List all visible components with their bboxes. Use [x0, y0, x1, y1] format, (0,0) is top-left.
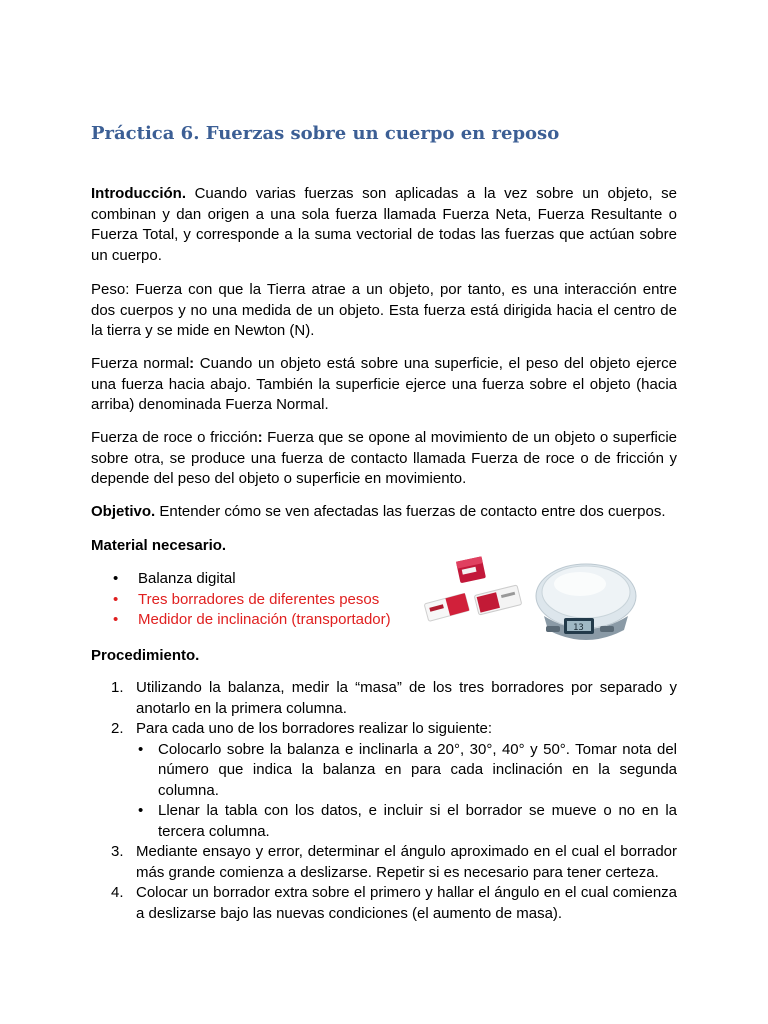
procedimiento-heading-block — [91, 646, 677, 667]
step-text: Mediante ensayo y error, determinar el ángulo aproximado en el cual el borrador más grande comienza a deslizarse. Repetir si es necesario para tener certeza. — [136, 843, 677, 881]
material-list-block — [91, 569, 421, 631]
procedure-list — [91, 678, 677, 924]
material-heading: Material necesario. — [91, 537, 227, 554]
peso-text: Peso: Fuerza con que la Tierra atrae a un objeto, por tanto, es una interacción entre dos cuerpos y no una medida de un objeto. Esta fuerza está dirigida hacia el centro de la tierra y se mide en Newton (N). — [91, 281, 677, 339]
normal-label: Fuerza normal — [91, 355, 190, 372]
procedimiento-heading: Procedimiento. — [91, 647, 200, 664]
list-item: • Medidor de inclinación (transportador) — [91, 610, 421, 631]
objetivo-text: Entender cómo se ven afectadas las fuerzas de contacto entre dos cuerpos. — [155, 503, 666, 520]
digital-scale — [536, 564, 636, 640]
step-number: 1. — [111, 679, 124, 696]
step-number: 3. — [111, 843, 124, 860]
step-number: 2. — [111, 720, 124, 737]
list-item — [91, 678, 677, 719]
list-item: • Colocarlo sobre la balanza e inclinarla a 20°, 30°, 40° y 50°. Tomar nota del número que indica la balanza en para cada inclinación en la segunda columna. — [136, 740, 677, 802]
roce-label: Fuerza de roce o fricción — [91, 429, 258, 446]
material-list — [91, 569, 421, 631]
sub-list — [136, 740, 677, 843]
step-text: Colocar un borrador extra sobre el primero y hallar el ángulo en el cual comienza a deslizarse bajo las nuevas condiciones (el aumento de masa). — [136, 884, 677, 922]
roce-text: Fuerza que se opone al movimiento de un objeto o superficie sobre otra, se produce una fuerza de contacto llamada Fuerza de roce o de fricción y depende del peso del objeto o superficie en movimiento. — [91, 429, 677, 487]
intro-text: Cuando varias fuerzas son aplicadas a la vez sobre un objeto, se combinan y dan origen a una sola fuerza llamada Fuerza Neta, Fuerza Resultante o Fuerza Total, y corresponde a la suma vectorial de todas las fuerzas que actúan sobre un cuerpo. — [91, 185, 677, 264]
intro-label: Introducción. — [91, 185, 186, 202]
procedimiento-list-block — [91, 678, 677, 924]
list-item: • Tres borradores de diferentes pesos — [91, 590, 421, 611]
materials-images — [418, 546, 648, 648]
scale-readout: 13 — [573, 623, 584, 633]
page-title: Práctica 6. Fuerzas sobre un cuerpo en reposo — [91, 123, 560, 144]
step-number: 4. — [111, 884, 124, 901]
list-item — [91, 883, 677, 924]
roce-colon: : — [257, 429, 263, 446]
objetivo-paragraph — [91, 502, 677, 523]
list-item — [91, 842, 677, 883]
normal-colon: : — [189, 355, 195, 372]
intro-paragraph — [91, 184, 677, 266]
step-text: Utilizando la balanza, medir la “masa” de los tres borradores por separado y anotarlo en la primera columna. — [136, 679, 677, 717]
normal-text: Cuando un objeto está sobre una superficie, el peso del objeto ejerce una fuerza hacia abajo. También la superficie ejerce una fuerza sobre el objeto (hacia arriba) denominada Fuerza Normal. — [91, 355, 677, 413]
step-text: Para cada uno de los borradores realizar lo siguiente: — [136, 720, 493, 737]
list-item: • Balanza digital — [91, 569, 421, 590]
erasers-image — [418, 546, 648, 648]
normal-paragraph — [91, 354, 677, 416]
peso-paragraph — [91, 280, 677, 342]
list-item: • Llenar la tabla con los datos, e incluir si el borrador se mueve o no en la tercera columna. — [136, 801, 677, 842]
list-item — [91, 719, 677, 842]
objetivo-label: Objetivo. — [91, 503, 156, 520]
roce-paragraph — [91, 428, 677, 490]
